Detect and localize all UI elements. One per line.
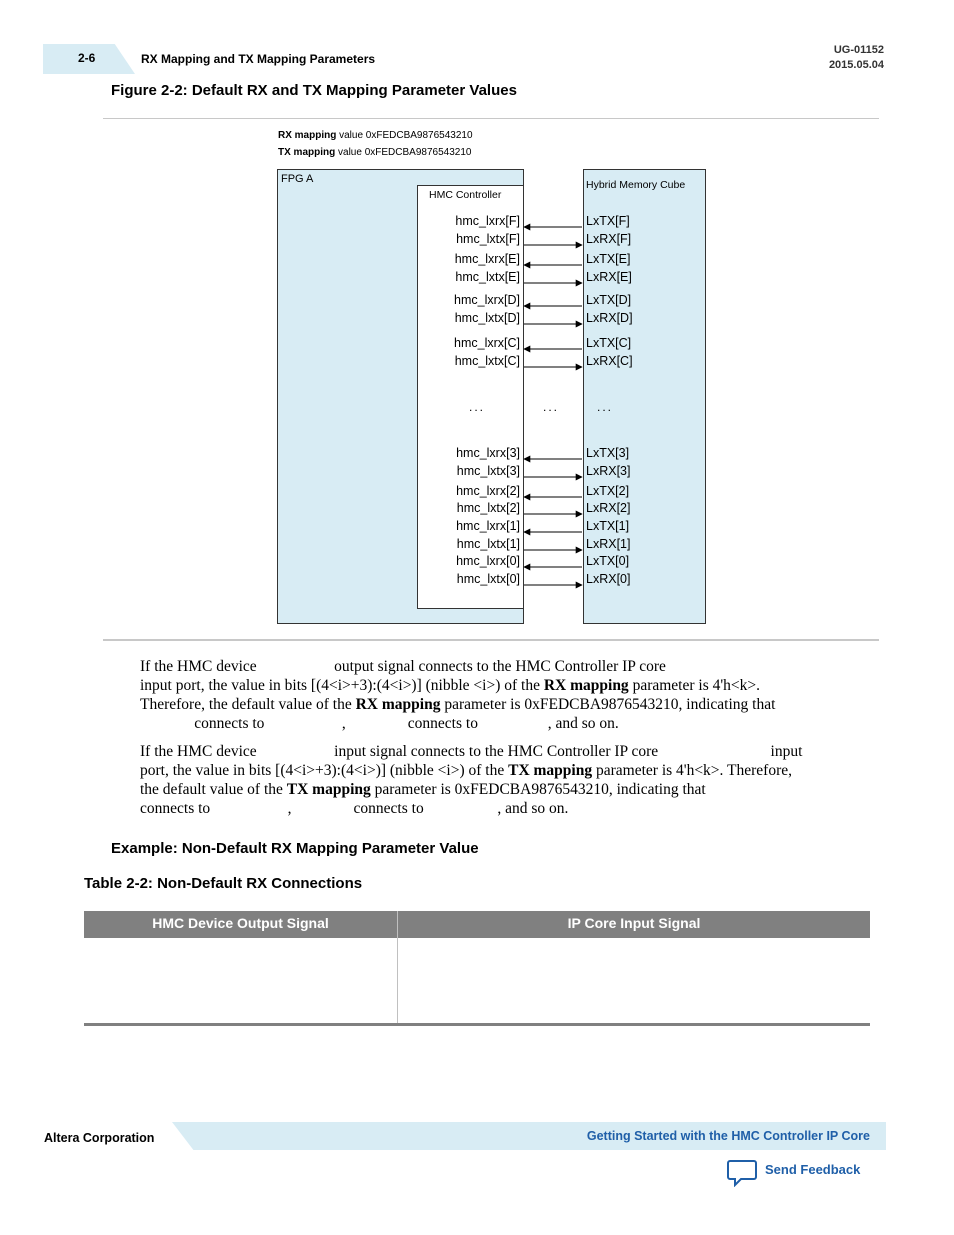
hmc-signal-label: LxTX[D]	[586, 293, 632, 307]
controller-signal-label: hmc_lxrx[1]	[456, 519, 520, 533]
para2-line2: port, the value in bits [(4<i>+3):(4<i>)] (nibble <i>) of the TX mapping parameter is 4'h<k>. Therefore,	[140, 762, 792, 779]
figure-title: Figure 2-2: Default RX and TX Mapping Parameter Values	[111, 82, 517, 99]
controller-signal-label: hmc_lxrx[F]	[455, 214, 520, 228]
hmc-signal-label: LxRX[3]	[586, 464, 631, 478]
para2-line3: the default value of the TX mapping parameter is 0xFEDCBA9876543210, indicating that	[140, 781, 706, 798]
tx-mapping-value: value 0xFEDCBA9876543210	[338, 147, 472, 158]
hmc-signal-label: LxTX[0]	[586, 554, 630, 568]
rx-mapping-value: value 0xFEDCBA9876543210	[339, 130, 473, 141]
table-bottom-rule	[84, 1023, 870, 1026]
controller-signal-label: hmc_lxtx[C]	[454, 354, 520, 368]
controller-signal-label: hmc_lxtx[3]	[456, 464, 520, 478]
fpga-label: FPG A	[281, 173, 314, 185]
para1-line2: input port, the value in bits [(4<i>+3):(4<i>)] (nibble <i>) of the RX mapping parameter is 4'h<k>.	[140, 677, 761, 694]
hmc-signal-label: LxTX[3]	[586, 446, 630, 460]
send-feedback-link[interactable]: Send Feedback	[765, 1162, 861, 1177]
controller-signal-label: hmc_lxtx[F]	[456, 232, 520, 246]
controller-signal-label: hmc_lxtx[2]	[456, 501, 520, 515]
footer-company: Altera Corporation	[44, 1131, 155, 1145]
footer-doc-link[interactable]: Getting Started with the HMC Controller IP Core	[586, 1129, 870, 1143]
hmc-signal-label: LxRX[E]	[586, 270, 632, 284]
controller-signal-label: hmc_lxrx[D]	[454, 293, 520, 307]
controller-signal-label: hmc_lxrx[E]	[454, 252, 520, 266]
hmc-controller-label: HMC Controller	[429, 189, 502, 201]
figure-bottom-rule	[103, 639, 879, 641]
controller-signal-label: hmc_lxrx[C]	[454, 336, 520, 350]
doc-date: 2015.05.04	[828, 59, 884, 71]
controller-signal-label: hmc_lxrx[2]	[456, 484, 520, 498]
example-heading: Example: Non-Default RX Mapping Parameter Value	[111, 840, 479, 857]
controller-signal-label: hmc_lxtx[E]	[455, 270, 520, 284]
hmc-signal-label: LxRX[C]	[586, 354, 633, 368]
para2-line4: connects to , connects to , and so on.	[140, 800, 569, 817]
para1-line4: connects to , connects to , and so on.	[140, 715, 619, 732]
para2-line1: If the HMC device input signal connects to the HMC Controller IP core input	[140, 743, 803, 760]
controller-signal-label: hmc_lxtx[0]	[456, 572, 520, 586]
controller-signal-label: hmc_lxrx[0]	[456, 554, 520, 568]
hmc-signal-label: LxRX[0]	[586, 572, 631, 586]
controller-signal-label: hmc_lxrx[3]	[456, 446, 520, 460]
controller-signal-label: hmc_lxtx[D]	[454, 311, 520, 325]
paragraph-tx	[140, 742, 870, 818]
hmc-signal-label: LxTX[C]	[586, 336, 632, 350]
section-title: RX Mapping and TX Mapping Parameters	[141, 52, 376, 66]
hmc-signal-label: LxRX[1]	[586, 537, 631, 551]
feedback-icon[interactable]	[727, 1159, 757, 1187]
ellipsis-left: ...	[469, 400, 486, 414]
tx-mapping-label: TX mapping	[278, 147, 336, 158]
hmc-signal-label: LxRX[F]	[586, 232, 632, 246]
rx-mapping-label: RX mapping	[278, 130, 337, 141]
doc-id: UG-01152	[833, 44, 884, 56]
para1-line3: Therefore, the default value of the RX mapping parameter is 0xFEDCBA9876543210, indicating that	[140, 696, 776, 713]
ellipsis-right: ...	[597, 400, 614, 414]
controller-signal-label: hmc_lxtx[1]	[456, 537, 520, 551]
hmc-signal-label: LxRX[2]	[586, 501, 631, 515]
table-title: Table 2-2: Non-Default RX Connections	[84, 875, 363, 892]
hmc-signal-label: LxTX[E]	[586, 252, 631, 266]
para1-line1: If the HMC device output signal connects to the HMC Controller IP core	[140, 658, 666, 675]
hmc-signal-label: LxTX[1]	[586, 519, 630, 533]
ellipsis-middle: ...	[543, 400, 560, 414]
paragraph-rx	[140, 657, 870, 733]
hmc-signal-label: LxTX[2]	[586, 484, 630, 498]
hmc-signal-label: LxTX[F]	[586, 214, 630, 228]
table-column-divider	[397, 911, 398, 1025]
hybrid-memory-cube-label: Hybrid Memory Cube	[586, 179, 686, 191]
table-header-ip-input: IP Core Input Signal	[398, 911, 870, 938]
table-header-hmc-output: HMC Device Output Signal	[84, 911, 397, 938]
hmc-signal-label: LxRX[D]	[586, 311, 633, 325]
page-number: 2-6	[78, 51, 96, 65]
